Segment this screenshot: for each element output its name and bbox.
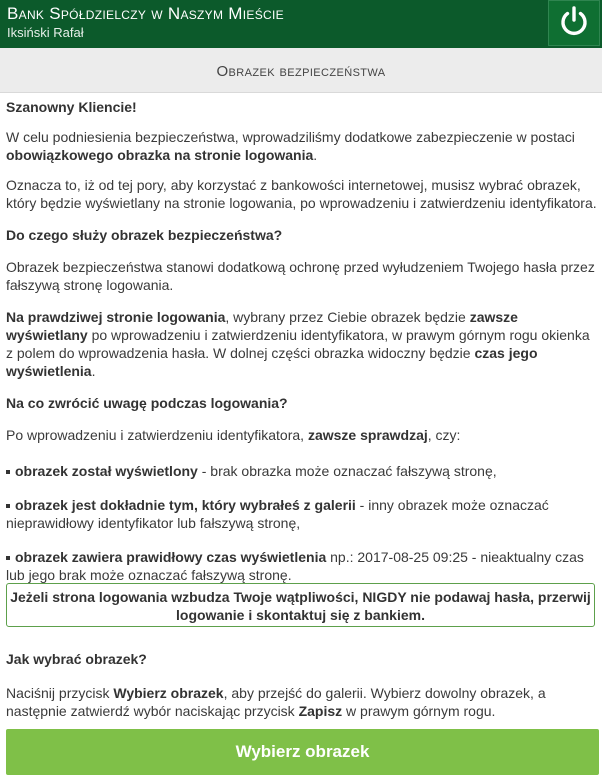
list-item-text: - inny obrazek może oznaczać nieprawidłowy identyfikator lub fałszywą stronę, [6,497,549,531]
warning-text: Jeżeli strona logowania wzbudza Twoje wątpliwości, NIGDY nie podawaj hasła, przerwij logowanie i skontaktuj się z bankiem. [10,589,591,623]
how-text-3: w prawym górnym rogu. [342,703,496,719]
check-intro-text-1: Po wprowadzeniu i zatwierdzeniu identyfikatora, [6,427,308,443]
real-login-bold-1: Na prawdziwej stronie logowania [6,309,226,325]
real-login-paragraph [6,308,598,380]
list-item [6,496,598,532]
choose-image-button[interactable]: Wybierz obrazek [6,729,599,775]
check-intro-paragraph [6,426,598,444]
logout-button[interactable] [548,0,600,46]
list-item-bold: obrazek został wyświetlony [15,463,198,479]
intro-end: . [313,147,318,163]
bullet-icon [6,504,10,508]
list-item [6,548,598,584]
page-title: Obrazek bezpieczeństwa [216,63,386,80]
list-item-text: np.: 2017-08-25 09:25 - nieaktualny czas lub jego brak może oznaczać fałszywą stronę. [6,549,584,583]
how-bold-1: Wybierz obrazek [113,685,224,701]
real-login-bold-3: czas jego wyświetlenia [6,345,538,379]
section-heading-purpose: Do czego służy obrazek bezpieczeństwa? [6,227,283,243]
purpose-paragraph: Obrazek bezpieczeństwa stanowi dodatkową ochronę przed wyłudzeniem Twojego hasła przez fałszywą stronę logowania. [6,259,595,293]
content-bottom [6,650,598,720]
list-item-bold: obrazek zawiera prawidłowy czas wyświetlenia [15,549,327,565]
greeting: Szanowny Kliencie! [6,99,137,115]
real-login-text-2: po wprowadzeniu i zatwierdzeniu identyfikatora, w prawym górnym rogu okienka z polem do wprowadzenia hasła. W dolnej części obrazka widoczny będzie [6,327,590,361]
how-text-1: Naciśnij przycisk [6,685,114,701]
user-name: Iksiński Rafał [7,25,84,40]
list-item-bold: obrazek jest dokładnie tym, który wybrałeś z galerii [15,497,356,513]
warning-box [6,583,595,627]
check-intro-bold: zawsze sprawdzaj [307,427,428,443]
list-item [6,462,598,480]
content [6,96,598,584]
app-header [0,0,602,48]
intro-bold: obowiązkowego obrazka na stronie logowania [6,147,314,163]
intro-paragraph [6,128,598,164]
check-intro-text-2: , czy: [427,427,461,443]
bank-name: Bank Spółdzielczy w Naszym Mieście [7,4,284,23]
real-login-bold-2: zawsze wyświetlany [6,309,518,343]
how-text-2: , aby przejść do galerii. Wybierz dowolny obrazek, a następnie zatwierdź wybór naciskając przycisk [6,685,546,719]
info-paragraph: Oznacza to, iż od tej pory, aby korzystać z bankowości internetowej, musisz wybrać obrazek, który będzie wyświetlany na stronie logowania, po wprowadzeniu i zatwierdzeniu identyfikatora. [6,177,597,211]
list-item-text: - brak obrazka może oznaczać fałszywą stronę, [197,463,497,479]
real-login-text-3: . [91,363,96,379]
bullet-icon [6,556,10,560]
section-heading-check: Na co zwrócić uwagę podczas logowania? [6,395,288,411]
how-bold-2: Zapisz [298,703,343,719]
bullet-icon [6,470,10,474]
power-icon [557,4,591,43]
page-title-bar [0,48,602,93]
intro-text: W celu podniesienia bezpieczeństwa, wprowadziliśmy dodatkowe zabezpieczenie w postaci [6,129,575,145]
section-heading-how: Jak wybrać obrazek? [6,651,147,667]
real-login-text-1: , wybrany przez Ciebie obrazek będzie [225,309,470,325]
how-paragraph [6,684,598,720]
